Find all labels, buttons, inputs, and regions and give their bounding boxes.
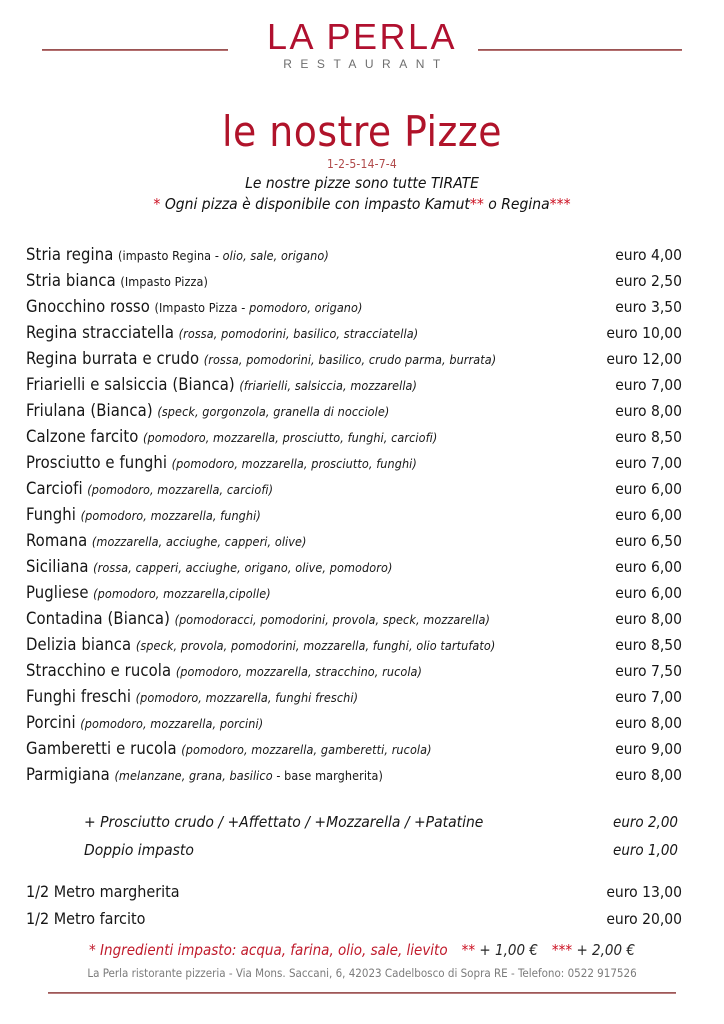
item-price: euro 9,00 xyxy=(615,740,682,758)
item-description-upright: (Impasto Pizza) xyxy=(120,274,208,289)
menu-item-text xyxy=(26,554,392,581)
asterisk-single: * xyxy=(153,195,165,213)
item-price: euro 6,00 xyxy=(615,480,682,498)
menu-item-text xyxy=(26,762,383,789)
menu-item-row xyxy=(26,710,682,736)
extras-price: euro 2,00 xyxy=(613,813,678,831)
menu-item-row xyxy=(26,320,682,346)
item-name: Parmigiana xyxy=(26,765,110,784)
menu-item-row xyxy=(26,268,682,294)
item-description xyxy=(114,768,383,783)
item-name: Stria bianca xyxy=(26,271,116,290)
menu-item-row xyxy=(26,580,682,606)
item-name: Calzone farcito xyxy=(26,427,139,446)
item-description: (pomodoro, mozzarella, porcini) xyxy=(80,716,264,731)
item-description-upright: (impasto Regina - xyxy=(117,248,223,263)
subtitle-text-1: Le nostre pizze sono tutte TIRATE xyxy=(245,174,479,192)
menu-item-text xyxy=(26,398,389,425)
item-description-italic: pomodoro, origano) xyxy=(249,300,363,315)
item-price: euro 10,00 xyxy=(606,324,682,342)
menu-item-text xyxy=(26,372,417,399)
menu-item-text xyxy=(26,346,496,373)
extras-price: euro 1,00 xyxy=(613,841,678,859)
item-description: (pomodoro, mozzarella,cipolle) xyxy=(93,586,271,601)
item-name: Contadina (Bianca) xyxy=(26,609,170,628)
surcharge-triple xyxy=(538,941,635,959)
item-name: Gamberetti e rucola xyxy=(26,739,177,758)
menu-item-row xyxy=(26,502,682,528)
metro-row xyxy=(26,878,682,905)
item-description xyxy=(120,274,208,289)
item-description-italic: (melanzane, grana, basilico xyxy=(114,768,273,783)
menu-item-row xyxy=(26,242,682,268)
item-name: Friarielli e salsiccia (Bianca) xyxy=(26,375,235,394)
ingredients-text: * Ingredienti impasto: acqua, farina, olio, sale, lievito xyxy=(89,941,448,959)
item-name: Pugliese xyxy=(26,583,89,602)
metro-price: euro 13,00 xyxy=(606,883,682,901)
item-description xyxy=(155,300,363,315)
item-description: (pomodoro, mozzarella, prosciutto, funghi, carciofi) xyxy=(143,430,438,445)
surcharge-triple-value: + 2,00 € xyxy=(572,941,635,959)
brand-logo xyxy=(0,18,724,72)
menu-item-text xyxy=(26,268,208,295)
menu-item-row xyxy=(26,476,682,502)
item-name: Prosciutto e funghi xyxy=(26,453,168,472)
restaurant-address: La Perla ristorante pizzeria - Via Mons. Saccani, 6, 42023 Cadelbosco di Sopra RE - Telefono: 0522 917526 xyxy=(87,966,637,980)
extras-row xyxy=(26,836,682,864)
item-price: euro 8,50 xyxy=(615,428,682,446)
item-description: (pomodoro, mozzarella, prosciutto, funghi) xyxy=(171,456,417,471)
item-price: euro 6,00 xyxy=(615,558,682,576)
item-price: euro 8,00 xyxy=(615,766,682,784)
item-name: Stria regina xyxy=(26,245,114,264)
metro-price: euro 20,00 xyxy=(606,910,682,928)
item-name: Regina burrata e crudo xyxy=(26,349,200,368)
menu-item-text xyxy=(26,424,437,451)
item-name: Friulana (Bianca) xyxy=(26,401,153,420)
surcharge-double xyxy=(448,941,538,959)
item-price: euro 2,50 xyxy=(615,272,682,290)
menu-item-row xyxy=(26,424,682,450)
asterisk-double: ** xyxy=(469,195,484,213)
page-footer xyxy=(0,938,724,994)
item-price: euro 4,00 xyxy=(615,246,682,264)
menu-item-text xyxy=(26,658,422,685)
item-description: (rossa, pomodorini, basilico, crudo parma, burrata) xyxy=(203,352,497,367)
item-name: Romana xyxy=(26,531,88,550)
item-name: Gnocchino rosso xyxy=(26,297,150,316)
item-price: euro 7,50 xyxy=(615,662,682,680)
item-price: euro 8,00 xyxy=(615,714,682,732)
item-description-upright: (Impasto Pizza - xyxy=(154,300,250,315)
item-price: euro 7,00 xyxy=(615,454,682,472)
item-price: euro 6,00 xyxy=(615,506,682,524)
menu-item-row xyxy=(26,346,682,372)
metro-label: 1/2 Metro farcito xyxy=(26,909,146,928)
menu-item-row xyxy=(26,606,682,632)
item-description: (friarielli, salsiccia, mozzarella) xyxy=(239,378,418,393)
extras-label: + Prosciutto crudo / +Affettato / +Mozzarella / +Patatine xyxy=(84,813,484,831)
item-description: (rossa, capperi, acciughe, origano, olive, pomodoro) xyxy=(93,560,393,575)
dough-ingredients-note xyxy=(0,938,724,962)
metro-section xyxy=(26,878,682,932)
page-title: le nostre Pizze xyxy=(222,107,502,156)
menu-item-text xyxy=(26,710,263,737)
footer-rule xyxy=(48,992,676,994)
menu-item-text xyxy=(26,294,363,321)
menu-item-text xyxy=(26,736,432,763)
item-description-italic: olio, sale, origano) xyxy=(222,248,329,263)
menu-item-row xyxy=(26,294,682,320)
menu-item-row xyxy=(26,554,682,580)
item-name: Siciliana xyxy=(26,557,89,576)
item-price: euro 8,50 xyxy=(615,636,682,654)
menu-item-row xyxy=(26,372,682,398)
item-name: Funghi freschi xyxy=(26,687,132,706)
item-name: Porcini xyxy=(26,713,76,732)
menu-item-row xyxy=(26,398,682,424)
menu-item-text xyxy=(26,450,417,477)
menu-item-row xyxy=(26,450,682,476)
surcharge-double-value: + 1,00 € xyxy=(475,941,538,959)
subtitle-text-2: Ogni pizza è disponibile con impasto Kamut xyxy=(164,195,470,213)
menu-item-text xyxy=(26,632,495,659)
item-description-upright: - base margherita) xyxy=(272,768,384,783)
item-description: (speck, gorgonzola, granella di nocciole) xyxy=(157,404,390,419)
item-description: (pomodoro, mozzarella, funghi freschi) xyxy=(135,690,359,705)
menu-item-row xyxy=(26,762,682,788)
title-block xyxy=(0,108,724,215)
metro-label: 1/2 Metro margherita xyxy=(26,882,180,901)
item-name: Stracchino e rucola xyxy=(26,661,172,680)
item-description: (pomodoro, mozzarella, carciofi) xyxy=(87,482,274,497)
item-name: Carciofi xyxy=(26,479,83,498)
extras-row xyxy=(26,808,682,836)
item-name: Funghi xyxy=(26,505,77,524)
surcharge-triple-asterisk: *** xyxy=(551,941,573,959)
menu-item-row xyxy=(26,528,682,554)
item-price: euro 6,00 xyxy=(615,584,682,602)
menu-item-text xyxy=(26,320,418,347)
subtitle-line-2 xyxy=(0,194,724,215)
menu-item-text xyxy=(26,528,307,555)
asterisk-triple: *** xyxy=(549,195,571,213)
brand-name: LA PERLA xyxy=(266,16,458,57)
extras-section xyxy=(26,808,682,864)
metro-row xyxy=(26,905,682,932)
brand-subtitle: RESTAURANT xyxy=(283,57,449,71)
subtitle-line-1 xyxy=(0,173,724,194)
item-price: euro 7,00 xyxy=(615,376,682,394)
item-price: euro 6,50 xyxy=(615,532,682,550)
item-description: (rossa, pomodorini, basilico, stracciatella) xyxy=(178,326,419,341)
item-price: euro 7,00 xyxy=(615,688,682,706)
item-description: (pomodoracci, pomodorini, provola, speck, mozzarella) xyxy=(174,612,490,627)
item-description xyxy=(118,248,329,263)
menu-item-text xyxy=(26,684,358,711)
menu-item-row xyxy=(26,632,682,658)
item-description: (speck, provola, pomodorini, mozzarella, funghi, olio tartufato) xyxy=(135,638,496,653)
item-price: euro 3,50 xyxy=(615,298,682,316)
menu-item-row xyxy=(26,736,682,762)
allergen-codes: 1-2-5-14-7-4 xyxy=(327,157,397,171)
item-description: (pomodoro, mozzarella, stracchino, rucola) xyxy=(175,664,423,679)
item-price: euro 12,00 xyxy=(606,350,682,368)
menu-item-text xyxy=(26,606,490,633)
item-description: (mozzarella, acciughe, capperi, olive) xyxy=(91,534,307,549)
menu-item-row xyxy=(26,658,682,684)
surcharge-double-asterisk: ** xyxy=(461,941,476,959)
item-description: (pomodoro, mozzarella, funghi) xyxy=(80,508,261,523)
item-name: Delizia bianca xyxy=(26,635,132,654)
item-description: (pomodoro, mozzarella, gamberetti, rucola) xyxy=(181,742,432,757)
item-price: euro 8,00 xyxy=(615,610,682,628)
item-name: Regina stracciatella xyxy=(26,323,175,342)
menu-item-text xyxy=(26,242,329,269)
menu-item-text xyxy=(26,502,261,529)
item-price: euro 8,00 xyxy=(615,402,682,420)
menu-item-text xyxy=(26,476,273,503)
brand-header xyxy=(0,18,724,88)
subtitle-text-3: o Regina xyxy=(483,195,550,213)
extras-label: Doppio impasto xyxy=(84,841,194,859)
pizza-list xyxy=(26,242,682,788)
menu-item-text xyxy=(26,580,271,607)
menu-item-row xyxy=(26,684,682,710)
